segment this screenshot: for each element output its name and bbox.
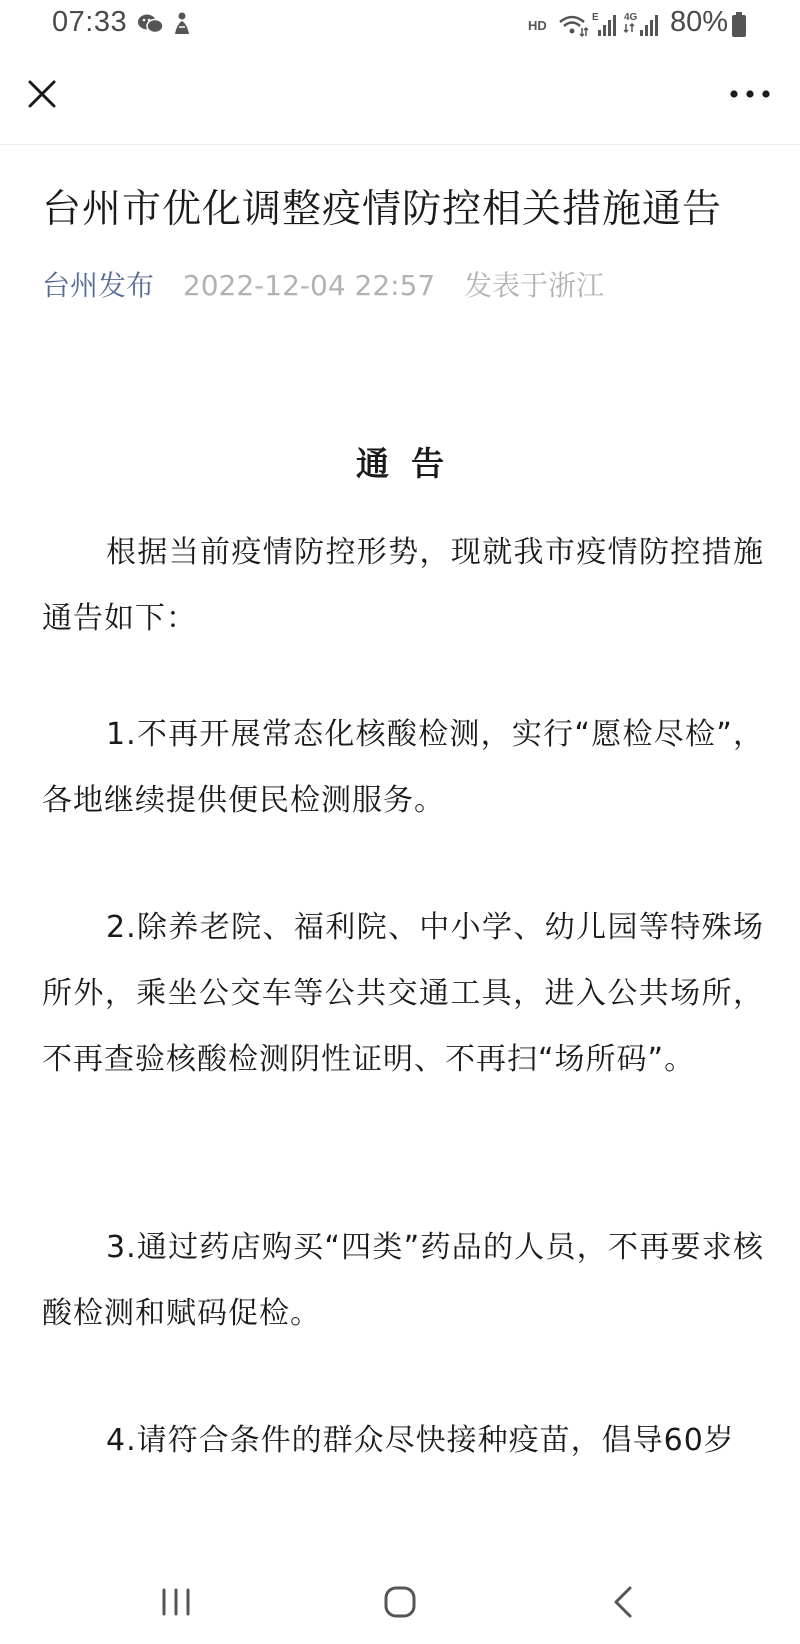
- status-time: 07:33: [52, 6, 128, 38]
- status-left-icons: [137, 10, 199, 38]
- account-name-link[interactable]: 台州发布: [42, 269, 155, 302]
- recents-icon: [150, 1576, 202, 1628]
- home-button[interactable]: [374, 1576, 426, 1628]
- signal-e-icon: [592, 12, 616, 36]
- publish-date: 2022-12-04 22:57: [182, 269, 436, 302]
- paragraph-item-1: 1.不再开展常态化核酸检测，实行“愿检尽检”，各地继续提供便民检测服务。: [42, 717, 764, 818]
- svg-text:E: E: [592, 12, 599, 23]
- wechat-icon: [137, 10, 199, 38]
- back-button[interactable]: [598, 1576, 650, 1628]
- system-navigation-bar: [0, 1560, 800, 1644]
- paragraph-item-4: 4.请符合条件的群众尽快接种疫苗，倡导60岁: [106, 1423, 735, 1458]
- notice-heading: 通告: [356, 444, 466, 483]
- status-bar: [0, 0, 800, 48]
- hd-icon: HD: [528, 18, 547, 33]
- top-nav-bar: [0, 48, 800, 145]
- more-icon: [722, 70, 778, 118]
- app-notification-icon: [175, 13, 189, 35]
- paragraph-item-2: 2.除养老院、福利院、中小学、幼儿园等特殊场所外，乘坐公交车等公共交通工具，进入公共场所，不再查验核酸检测阴性证明、不再扫“场所码”。: [42, 910, 764, 1077]
- paragraph-item-3: 3.通过药店购买“四类”药品的人员，不再要求核酸检测和赋码促检。: [42, 1230, 764, 1331]
- home-icon: [374, 1576, 426, 1628]
- more-button[interactable]: [722, 70, 778, 118]
- signal-4g-icon: [624, 12, 658, 36]
- battery-icon: [732, 12, 746, 37]
- close-button[interactable]: [18, 70, 66, 118]
- close-icon: [18, 70, 66, 118]
- wifi-icon: [560, 17, 588, 36]
- paragraph-intro: 根据当前疫情防控形势，现就我市疫情防控措施通告如下：: [42, 535, 764, 636]
- recents-button[interactable]: [150, 1576, 202, 1628]
- svg-text:4G: 4G: [624, 12, 638, 23]
- article-title: 台州市优化调整疫情防控相关措施通告: [42, 187, 723, 232]
- article-header: [42, 180, 762, 306]
- article-meta: [42, 266, 762, 306]
- back-icon: [598, 1576, 650, 1628]
- battery-percent: 80%: [669, 6, 728, 38]
- publish-location: 发表于浙江: [464, 269, 605, 302]
